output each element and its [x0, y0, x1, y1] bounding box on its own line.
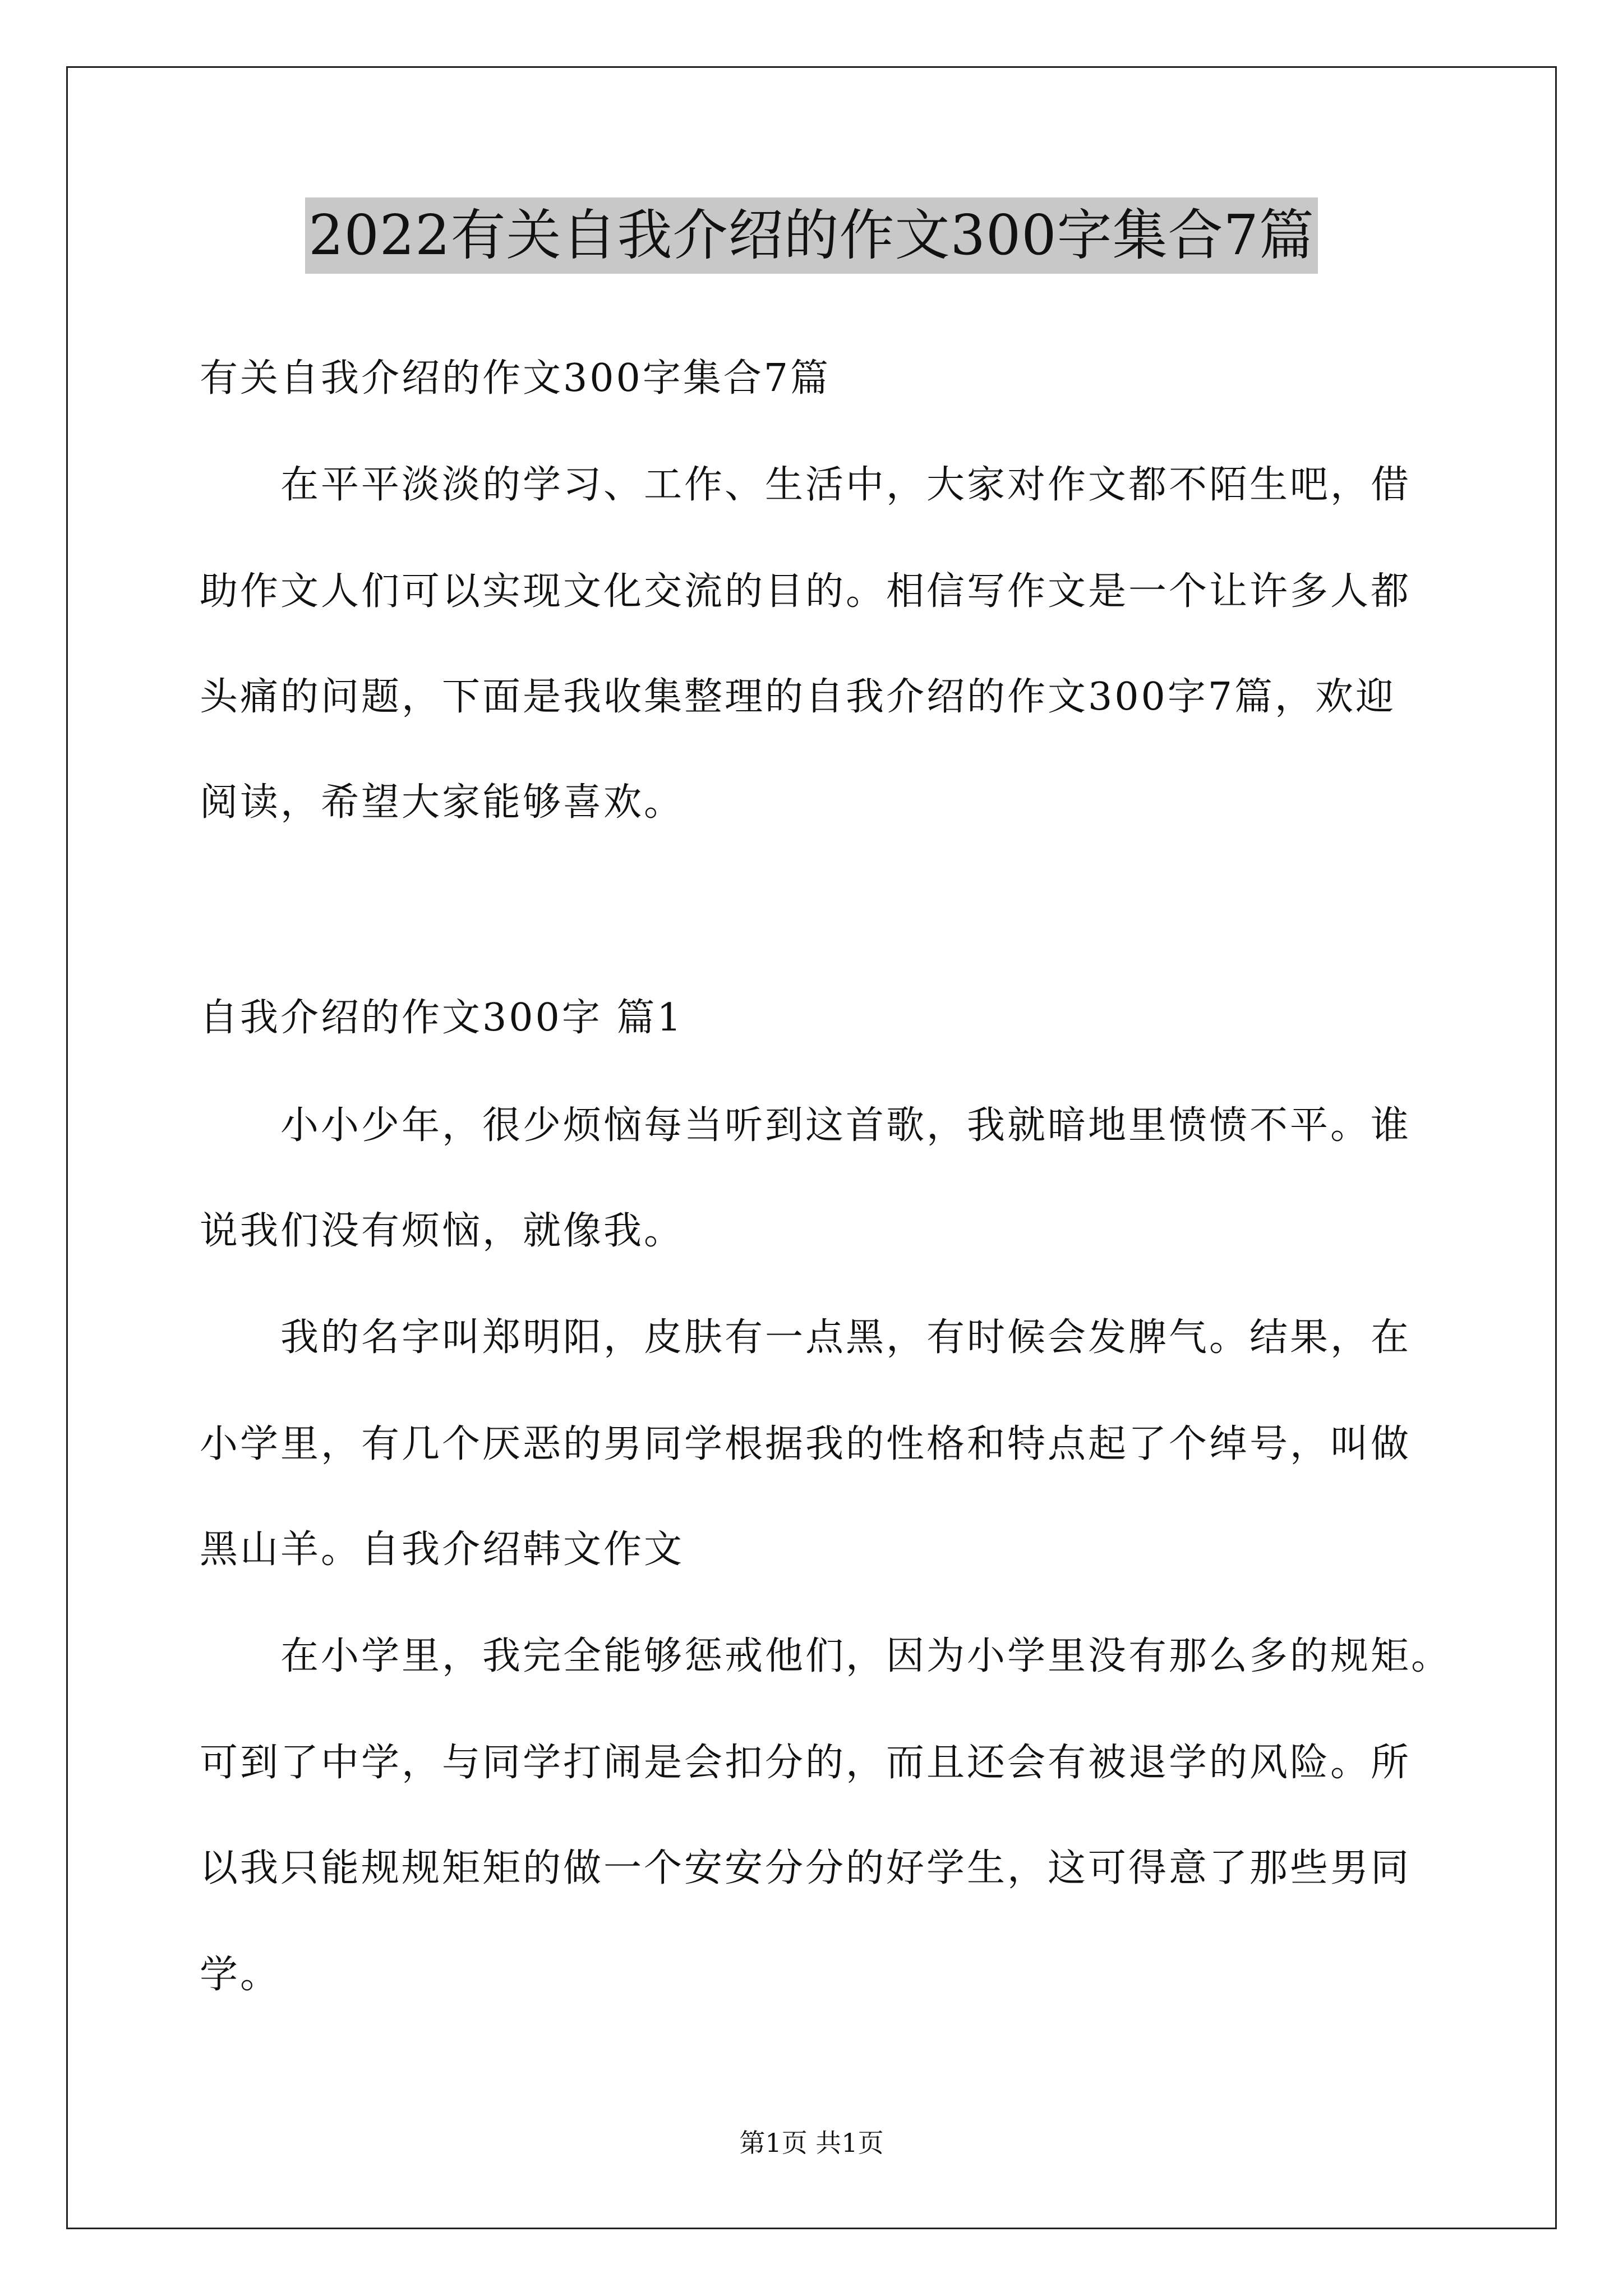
section-heading: 自我介绍的作文300字 篇1 [200, 996, 684, 1040]
para3-line-3: 以我只能规规矩矩的做一个安安分分的好学生，这可得意了那些男同 [200, 1846, 1412, 1890]
intro-line-3: 头痛的问题，下面是我收集整理的自我介绍的作文300字7篇，欢迎 [200, 675, 1396, 719]
title-container [0, 197, 1623, 274]
para3-line-1: 在小学里，我完全能够惩戒他们，因为小学里没有那么多的规矩。 [280, 1634, 1452, 1678]
intro-line-1: 在平平淡淡的学习、工作、生活中，大家对作文都不陌生吧，借 [280, 463, 1412, 507]
document-subtitle: 有关自我介绍的作文300字集合7篇 [200, 356, 831, 401]
para3-line-4: 学。 [200, 1953, 281, 1997]
page-footer: 第1页 共1页 [739, 2128, 884, 2158]
para2-line-2: 小学里，有几个厌恶的男同学根据我的性格和特点起了个绰号，叫做 [200, 1422, 1412, 1466]
para3-line-2: 可到了中学，与同学打闹是会扣分的，而且还会有被退学的风险。所 [200, 1741, 1412, 1785]
para1-line-2: 说我们没有烦恼，就像我。 [200, 1209, 685, 1253]
para2-line-3: 黑山羊。自我介绍韩文作文 [200, 1527, 685, 1572]
intro-line-4: 阅读，希望大家能够喜欢。 [200, 780, 685, 825]
para2-line-1: 我的名字叫郑明阳，皮肤有一点黑，有时候会发脾气。结果，在 [280, 1315, 1412, 1360]
document-title: 2022有关自我介绍的作文300字集合7篇 [305, 197, 1318, 274]
intro-line-2: 助作文人们可以实现文化交流的目的。相信写作文是一个让许多人都 [200, 569, 1412, 614]
para1-line-1: 小小少年，很少烦恼每当听到这首歌，我就暗地里愤愤不平。谁 [280, 1103, 1412, 1148]
